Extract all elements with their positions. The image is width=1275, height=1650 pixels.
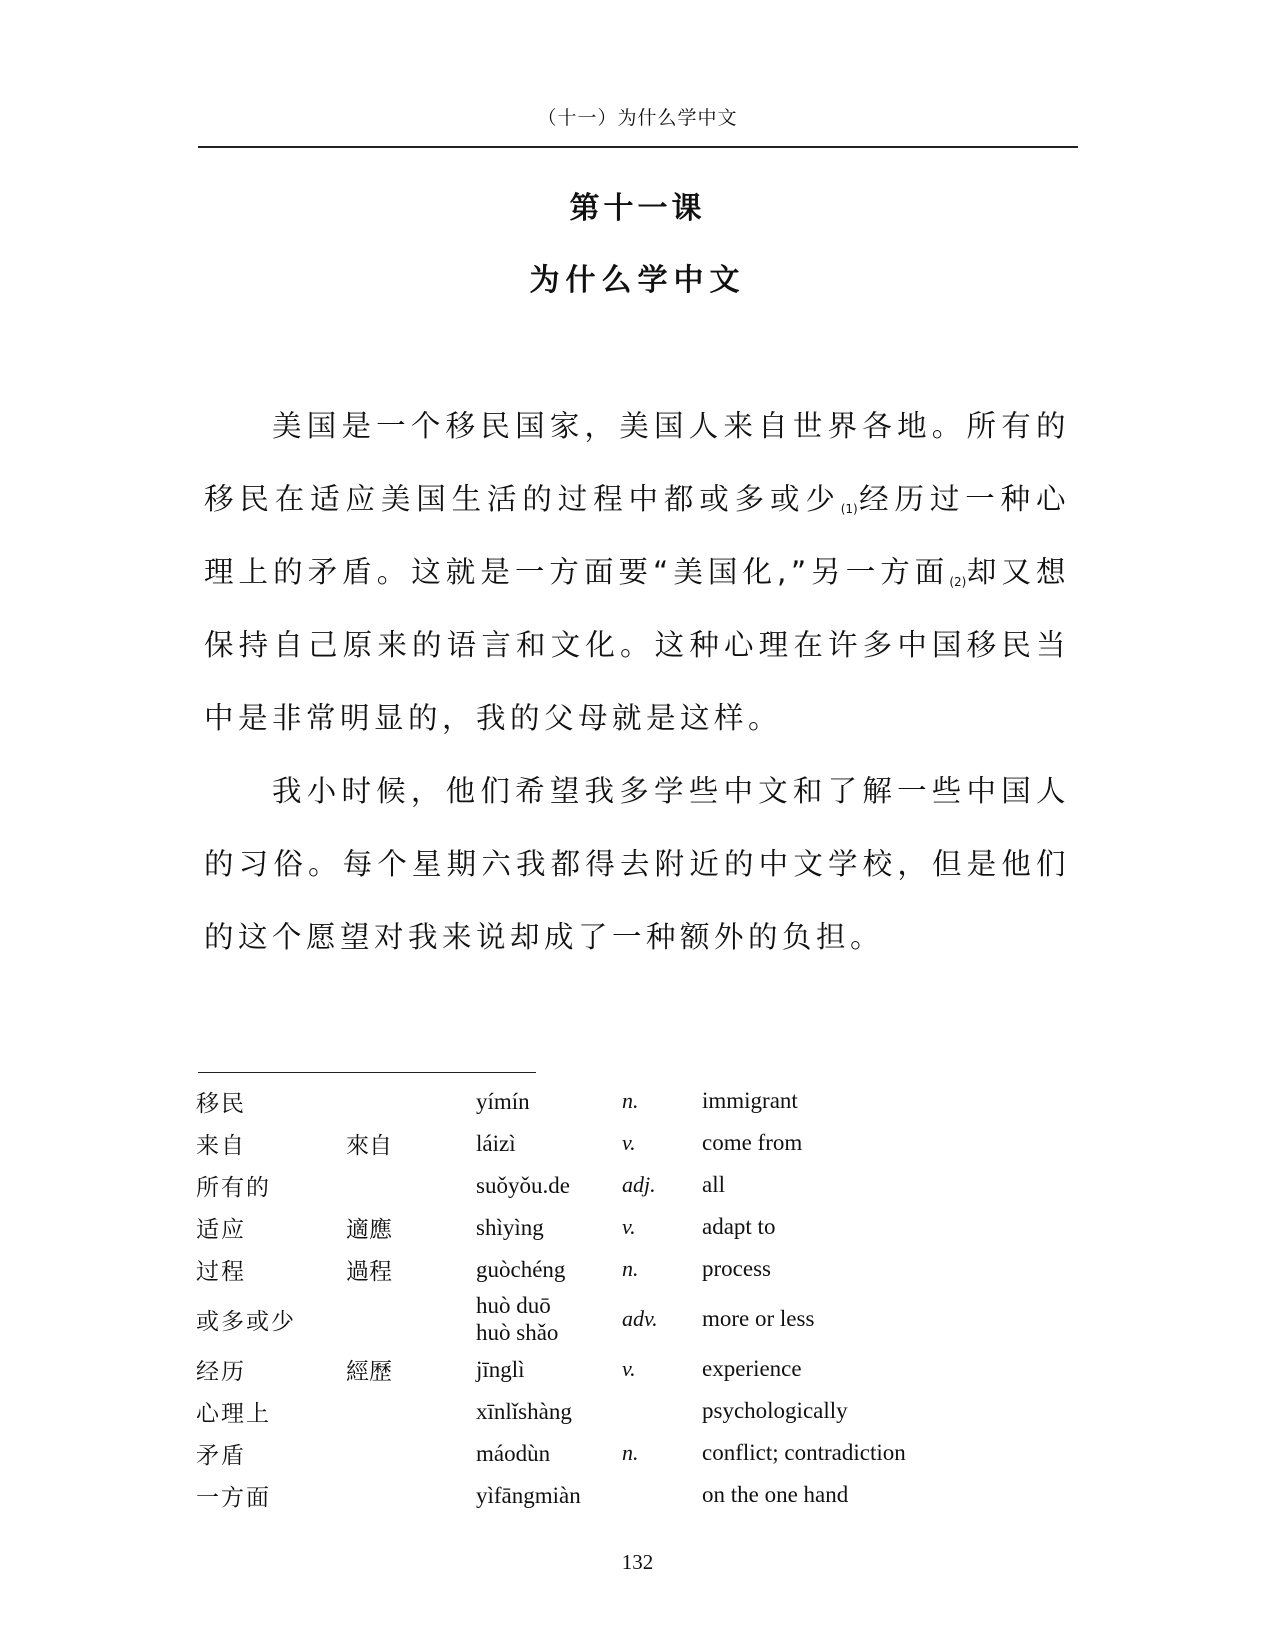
vocab-row bbox=[196, 1080, 906, 1122]
vocab-simplified: 或多或少 bbox=[196, 1308, 296, 1335]
vocab-traditional bbox=[346, 1080, 476, 1122]
vocab-row bbox=[196, 1248, 906, 1290]
vocab-part-of-speech: n. bbox=[622, 1440, 639, 1465]
note-marker-1: (1) bbox=[840, 502, 858, 516]
vocab-part-of-speech: n. bbox=[622, 1256, 639, 1281]
page-number: 132 bbox=[621, 1550, 654, 1574]
vocab-pinyin-two-line bbox=[476, 1290, 622, 1348]
vocab-pinyin-line-2: huò shǎo bbox=[476, 1320, 559, 1345]
vocab-english: adapt to bbox=[702, 1214, 776, 1239]
vocab-row bbox=[196, 1474, 906, 1516]
vocab-simplified: 所有的 bbox=[196, 1174, 271, 1201]
vocab-row bbox=[196, 1206, 906, 1248]
vocab-english: more or less bbox=[702, 1306, 815, 1331]
paragraph-1-part-3: 却又想保持自己原来的语言和文化。这种心理在许多中国移民当中是非常明显的，我的父母就是这样。 bbox=[204, 555, 1070, 735]
vocab-pinyin: jīnglì bbox=[476, 1356, 525, 1382]
vocab-traditional: 過程 bbox=[346, 1258, 392, 1285]
vocab-english: process bbox=[702, 1256, 771, 1281]
vocab-traditional bbox=[346, 1474, 476, 1516]
vocab-part-of-speech bbox=[622, 1390, 702, 1432]
vocab-part-of-speech: adv. bbox=[622, 1306, 658, 1331]
vocab-traditional: 適應 bbox=[346, 1216, 392, 1243]
vocab-english: conflict; contradiction bbox=[702, 1440, 906, 1465]
vocab-pinyin-line-1: huò duō bbox=[476, 1293, 551, 1318]
header-rule bbox=[198, 146, 1078, 148]
vocab-traditional bbox=[346, 1290, 476, 1348]
vocab-part-of-speech: v. bbox=[622, 1356, 636, 1381]
vocab-traditional bbox=[346, 1432, 476, 1474]
vocab-pinyin: máodùn bbox=[476, 1440, 551, 1466]
vocab-row bbox=[196, 1390, 906, 1432]
vocab-part-of-speech: v. bbox=[622, 1214, 636, 1239]
vocab-english: come from bbox=[702, 1130, 803, 1155]
vocab-simplified: 心理上 bbox=[196, 1400, 271, 1427]
vocab-traditional bbox=[346, 1390, 476, 1432]
vocab-english: all bbox=[702, 1172, 725, 1197]
lesson-text bbox=[204, 390, 1070, 974]
vocab-row bbox=[196, 1164, 906, 1206]
vocab-row bbox=[196, 1290, 906, 1348]
vocabulary-rule bbox=[198, 1072, 536, 1073]
running-header: （十一）为什么学中文 bbox=[537, 107, 738, 129]
paragraph-1 bbox=[204, 390, 1070, 755]
vocab-pinyin: guòchéng bbox=[476, 1256, 566, 1282]
lesson-title: 为什么学中文 bbox=[529, 263, 746, 298]
vocab-english: immigrant bbox=[702, 1088, 798, 1113]
vocab-row bbox=[196, 1348, 906, 1390]
paragraph-2: 我小时候，他们希望我多学些中文和了解一些中国人的习俗。每个星期六我都得去附近的中文学校，但是他们的这个愿望对我来说却成了一种额外的负担。 bbox=[204, 774, 1070, 954]
vocab-english: on the one hand bbox=[702, 1482, 849, 1507]
vocab-row bbox=[196, 1122, 906, 1164]
vocab-pinyin: shìyìng bbox=[476, 1214, 544, 1240]
vocab-simplified: 移民 bbox=[196, 1090, 246, 1117]
vocab-part-of-speech: n. bbox=[622, 1088, 639, 1113]
vocab-simplified: 适应 bbox=[196, 1216, 246, 1243]
vocab-simplified: 来自 bbox=[196, 1132, 246, 1159]
vocab-simplified: 经历 bbox=[196, 1358, 246, 1385]
vocab-simplified: 一方面 bbox=[196, 1484, 271, 1511]
note-marker-2: (2) bbox=[949, 575, 967, 589]
vocab-traditional: 經歷 bbox=[346, 1358, 392, 1385]
vocab-part-of-speech bbox=[622, 1474, 702, 1516]
vocab-pinyin: láizì bbox=[476, 1130, 516, 1156]
vocab-traditional: 來自 bbox=[346, 1132, 392, 1159]
vocab-row bbox=[196, 1432, 906, 1474]
vocab-english: psychologically bbox=[702, 1398, 848, 1423]
vocab-part-of-speech: v. bbox=[622, 1130, 636, 1155]
vocabulary-table bbox=[196, 1080, 906, 1516]
lesson-number: 第十一课 bbox=[569, 191, 706, 226]
vocab-traditional bbox=[346, 1164, 476, 1206]
vocab-pinyin: yìfāngmiàn bbox=[476, 1482, 581, 1508]
paragraph-1-part-2: 经历过一种心理上的矛盾。这就是一方面要“美国化,”另一方面 bbox=[204, 482, 1070, 589]
vocab-pinyin: suǒyǒu.de bbox=[476, 1172, 570, 1198]
vocab-simplified: 矛盾 bbox=[196, 1442, 246, 1469]
vocab-pinyin: yímín bbox=[476, 1088, 530, 1114]
vocab-english: experience bbox=[702, 1356, 802, 1381]
paragraph-1-part-1: 美国是一个移民国家，美国人来自世界各地。所有的移民在适应美国生活的过程中都或多或少 bbox=[204, 409, 1070, 516]
vocab-simplified: 过程 bbox=[196, 1258, 246, 1285]
vocab-pinyin: xīnlǐshàng bbox=[476, 1398, 572, 1424]
vocab-part-of-speech: adj. bbox=[622, 1172, 656, 1197]
